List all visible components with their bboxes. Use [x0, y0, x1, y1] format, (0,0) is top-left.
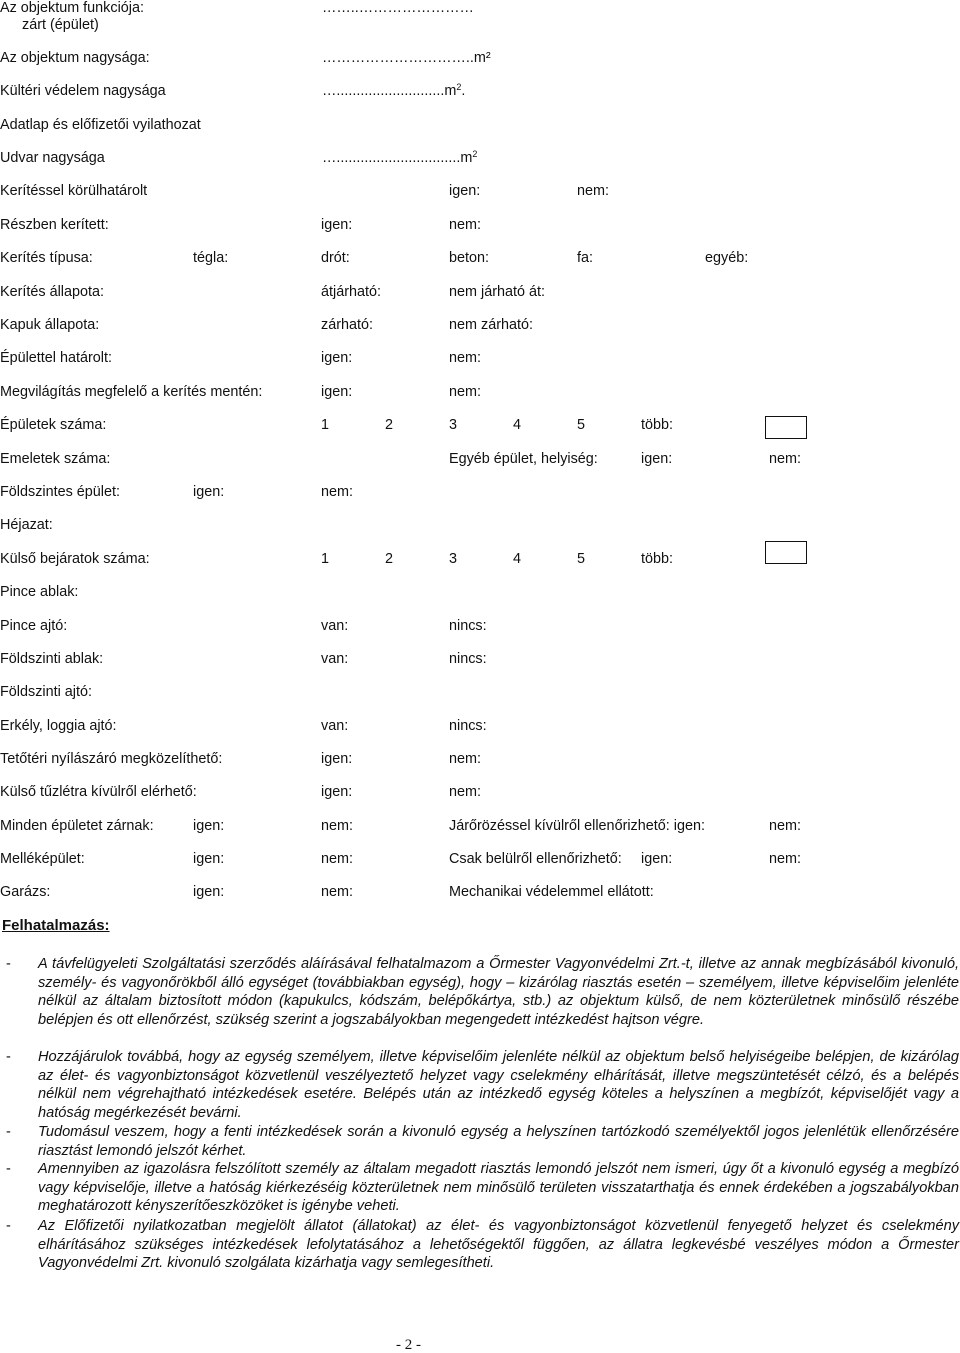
garazs-nem[interactable]: nem:: [321, 884, 353, 900]
foldszintes-label: Földszintes épület:: [0, 484, 120, 500]
tipus-fa[interactable]: fa:: [577, 250, 593, 266]
foldszintes-nem[interactable]: nem:: [321, 484, 353, 500]
emeletek-label: Emeletek száma:: [0, 451, 111, 467]
bullet-dash: -: [6, 1161, 11, 1177]
csak-belulrol-nem[interactable]: nem:: [769, 851, 801, 867]
keritessel-label: Kerítéssel körülhatárolt: [0, 183, 148, 199]
kapuk-zarhato[interactable]: zárható:: [321, 317, 373, 333]
foldszinti-ablak-van[interactable]: van:: [321, 651, 349, 667]
tuzletra-nem[interactable]: nem:: [449, 784, 481, 800]
funkcio-dots: ……..……………………: [322, 0, 474, 16]
erkely-nincs[interactable]: nincs:: [449, 718, 487, 734]
kulso-bejaratok-label: Külső bejáratok száma:: [0, 551, 150, 567]
epuletek-1[interactable]: 1: [321, 417, 330, 433]
udvar-value: $\dots...............................m^2$: [322, 149, 478, 166]
reszben-label: Részben kerített:: [0, 217, 109, 233]
erkely-van[interactable]: van:: [321, 718, 349, 734]
epuletek-label: Épületek száma:: [0, 417, 107, 433]
garazs-igen[interactable]: igen:: [193, 884, 225, 900]
felhatalmazas-paragraph-1: A távfelügyeleti Szolgáltatási szerződés aláírásával felhatalmazom a Őrmester Vagyonvédelmi Zrt.-t, illetve az annak megbízásából kivonuló, személy- és vagyonőrökből álló egységet (továbbiakban egység), hogy – kizárólag riasztás esetén – személyem, illetve képviselőim jelenléte nélkül az általam biztosított módon (kapukulcs, kódszám, belépőkártya, stb.) az objektum külső, de nem közterületnek minősülő részébe belépjen és ott ellenőrzést, szükség szerint a jogszabályokban megengedett intézkedést hajtson végre.: [38, 956, 959, 1028]
tipus-tegla[interactable]: tégla:: [193, 250, 229, 266]
kulteri-value: $\dots...........................m^2$.: [322, 82, 466, 99]
epuletek-4[interactable]: 4: [513, 417, 522, 433]
egyeb-epulet-label: Egyéb épület, helyiség:: [449, 451, 598, 467]
mellek-label: Melléképület:: [0, 851, 85, 867]
felhatalmazas-paragraph-4: Amennyiben az igazolásra felszólított személy az általam megadott riasztás lemondó jelszót nem ismeri, úgy őt a kivonuló egység a megbízó vagy képviselője, illetve a hatóság kiérkezéséig közterületnek nem minősülő területen visszatarthatja és ennek érdekében a jogszabályokban meghatározott kényszerítőeszközöket is igénybe veheti.: [38, 1161, 959, 1215]
jaror-label-igen[interactable]: Járőrözéssel kívülről ellenőrizhető: igen:: [449, 818, 705, 834]
mellek-igen[interactable]: igen:: [193, 851, 225, 867]
adatlap-label: Adatlap és előfizetői vyilathozat: [0, 117, 201, 133]
reszben-nem[interactable]: nem:: [449, 217, 481, 233]
egyeb-epulet-nem[interactable]: nem:: [769, 451, 801, 467]
bullet-dash: -: [6, 1049, 11, 1065]
allapot-atjarhato[interactable]: átjárható:: [321, 284, 382, 300]
minden-label: Minden épületet zárnak:: [0, 818, 154, 834]
foldszintes-igen[interactable]: igen:: [193, 484, 225, 500]
funkcio-label: Az objektum funkciója:: [0, 0, 144, 16]
minden-nem[interactable]: nem:: [321, 818, 353, 834]
tuzletra-label: Külső tűzlétra kívülről elérhető:: [0, 784, 197, 800]
garazs-label: Garázs:: [0, 884, 51, 900]
pince-ajto-van[interactable]: van:: [321, 618, 349, 634]
reszben-igen[interactable]: igen:: [321, 217, 353, 233]
pince-ajto-label: Pince ajtó:: [0, 618, 68, 634]
megvilagitas-nem[interactable]: nem:: [449, 384, 481, 400]
megvilagitas-label: Megvilágítás megfelelő a kerítés mentén:: [0, 384, 263, 400]
felhatalmazas-paragraph-5: Az Előfizetői nyilatkozatban megjelölt állatot (állatokat) az élet- és vagyonbiztonságot közvetlenül fenyegető helyzet és cselekmény elhárításához szükséges intézkedések lefolytatásához a lehetőségektől függően, az állatra legkevésbé veszélyes módon a Őrmester Vagyonvédelmi Zrt. kivonuló szolgálata kizárhatja vagy semlegesítheti.: [38, 1218, 959, 1272]
minden-igen[interactable]: igen:: [193, 818, 225, 834]
mellek-nem[interactable]: nem:: [321, 851, 353, 867]
csak-belulrol-igen[interactable]: igen:: [641, 851, 673, 867]
csak-belulrol-label: Csak belülről ellenőrizhető:: [449, 851, 622, 867]
epulettel-nem[interactable]: nem:: [449, 350, 481, 366]
tuzletra-igen[interactable]: igen:: [321, 784, 353, 800]
felhatalmazas-paragraph-3: Tudomásul veszem, hogy a fenti intézkedések során a kivonuló egység a helyszínen tartózkodó személyektől jogos jelenlétük ellenőrzésére riasztást lemondó jelszót kérhet.: [38, 1124, 959, 1159]
bullet-dash: -: [6, 1124, 11, 1140]
tetoteri-igen[interactable]: igen:: [321, 751, 353, 767]
bullet-dash: -: [6, 1218, 11, 1234]
tipus-egyeb[interactable]: egyéb:: [705, 250, 749, 266]
epulettel-igen[interactable]: igen:: [321, 350, 353, 366]
pince-ablak-label: Pince ablak:: [0, 584, 79, 600]
epuletek-2[interactable]: 2: [385, 417, 394, 433]
tipus-label: Kerítés típusa:: [0, 250, 93, 266]
bejaratok-3[interactable]: 3: [449, 551, 458, 567]
nagysag-label: Az objektum nagysága:: [0, 50, 150, 66]
kulteri-label: Kültéri védelem nagysága: [0, 83, 166, 99]
jaror-nem[interactable]: nem:: [769, 818, 801, 834]
funkcio-sub: zárt (épület): [22, 17, 99, 33]
pince-ajto-nincs[interactable]: nincs:: [449, 618, 487, 634]
tetoteri-label: Tetőtéri nyílászáró megközelíthető:: [0, 751, 223, 767]
keritessel-nem[interactable]: nem:: [577, 183, 609, 199]
erkely-label: Erkély, loggia ajtó:: [0, 718, 117, 734]
bejaratok-1[interactable]: 1: [321, 551, 330, 567]
foldszinti-ajto-label: Földszinti ajtó:: [0, 684, 92, 700]
epuletek-tobb[interactable]: több:: [641, 417, 674, 433]
nagysag-value: …………………………..m²: [322, 50, 491, 66]
foldszinti-ablak-nincs[interactable]: nincs:: [449, 651, 487, 667]
bejaratok-4[interactable]: 4: [513, 551, 522, 567]
allapot-label: Kerítés állapota:: [0, 284, 104, 300]
kapuk-label: Kapuk állapota:: [0, 317, 100, 333]
egyeb-epulet-igen[interactable]: igen:: [641, 451, 673, 467]
bullet-dash: -: [6, 956, 11, 972]
udvar-label: Udvar nagysága: [0, 150, 105, 166]
bejaratok-2[interactable]: 2: [385, 551, 394, 567]
mechanikai-label: Mechanikai védelemmel ellátott:: [449, 884, 654, 900]
tipus-beton[interactable]: beton:: [449, 250, 490, 266]
felhatalmazas-paragraph-2: Hozzájárulok továbbá, hogy az egység személyem, illetve képviselőim jelenléte nélkül az objektum belső helyiségeibe belépjen, de kizárólag az élet- és vagyonbiztonságot közvetlenül veszélyeztető helyzet vagy cselekmény elhárítását, illetve megszüntetését célzó, és a belépés nélkül nem végrehajtható intézkedések esetére. Belépés után az intézkedő egység köteles a helyszínen a megbízót, képviselőjét vagy a hatóság megérkezését bevárni.: [38, 1049, 959, 1121]
foldszinti-ablak-label: Földszinti ablak:: [0, 651, 104, 667]
epuletek-5[interactable]: 5: [577, 417, 586, 433]
page-number: - 2 -: [396, 1337, 421, 1353]
felhatalmazas-heading: Felhatalmazás:: [2, 917, 110, 934]
tetoteri-nem[interactable]: nem:: [449, 751, 481, 767]
bejaratok-tobb-box[interactable]: [765, 541, 807, 564]
megvilagitas-igen[interactable]: igen:: [321, 384, 353, 400]
bejaratok-5[interactable]: 5: [577, 551, 586, 567]
hejazat-label: Héjazat:: [0, 517, 53, 533]
bejaratok-tobb[interactable]: több:: [641, 551, 674, 567]
keritessel-igen[interactable]: igen:: [449, 183, 481, 199]
epulettel-label: Épülettel határolt:: [0, 350, 112, 366]
kapuk-nem-zarhato[interactable]: nem zárható:: [449, 317, 533, 333]
tipus-drot[interactable]: drót:: [321, 250, 350, 266]
epuletek-tobb-box[interactable]: [765, 416, 807, 439]
epuletek-3[interactable]: 3: [449, 417, 458, 433]
allapot-nem-jarhato[interactable]: nem járható át:: [449, 284, 545, 300]
